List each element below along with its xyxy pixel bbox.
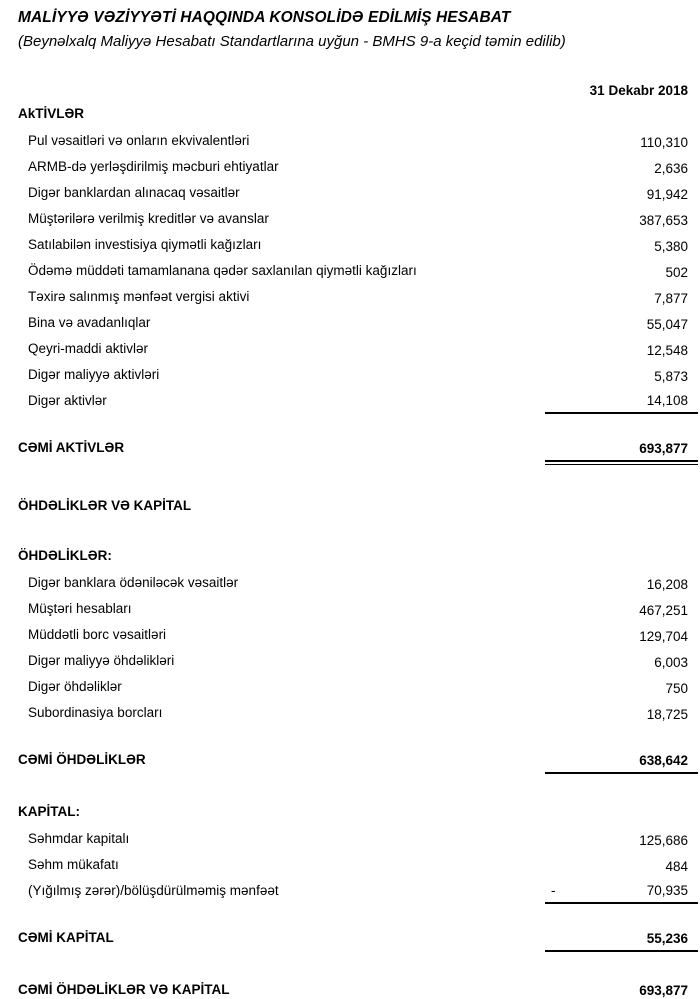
statement-row	[0, 128, 700, 154]
statement-row	[0, 336, 700, 362]
row-label: Digər maliyyə aktivləri	[28, 367, 160, 382]
amount-sign: -	[551, 883, 556, 898]
amount-cell	[545, 930, 698, 952]
row-label: Digər maliyyə öhdəlikləri	[28, 653, 175, 668]
amount-cell	[545, 160, 698, 180]
amount-cell	[545, 238, 698, 258]
amount-value: 502	[665, 265, 688, 280]
amount-value: 638,642	[639, 753, 688, 768]
row-label: Subordinasiya borcları	[28, 705, 163, 720]
statement-row	[0, 154, 700, 180]
row-label: Qeyri-maddi aktivlər	[28, 341, 149, 356]
amount-cell	[545, 440, 698, 462]
total-label: CƏMİ KAPİTAL	[18, 930, 114, 945]
section	[0, 546, 700, 774]
section-heading: ÖHDƏLİKLƏR VƏ KAPİTAL	[18, 498, 192, 513]
total-row	[0, 434, 700, 462]
amount-value: 467,251	[639, 603, 688, 618]
statement-row	[0, 826, 700, 852]
amount-cell	[545, 342, 698, 362]
amount-cell	[545, 186, 698, 206]
row-label: Təxirə salınmış mənfəət vergisi aktivi	[28, 289, 250, 304]
row-label: ARMB-də yerləşdirilmiş məcburi ehtiyatlar	[28, 159, 279, 174]
statement-row	[0, 622, 700, 648]
total-label: CƏMİ AKTİVLƏR	[18, 440, 125, 455]
amount-value: 5,873	[654, 369, 688, 384]
amount-value: 110,310	[640, 135, 688, 150]
statement-row	[0, 852, 700, 878]
statement-row	[0, 388, 700, 414]
statement-row	[0, 284, 700, 310]
statement-row	[0, 596, 700, 622]
document-subtitle: (Beynəlxalq Maliyyə Hesabatı Standartlarına uyğun - BMHS 9-a keçid təmin edilib)	[18, 33, 566, 50]
amount-cell	[545, 882, 698, 904]
amount-value: 125,686	[639, 833, 688, 848]
row-label: Müştəri hesabları	[28, 601, 132, 616]
section	[0, 802, 700, 952]
amount-value: 55,047	[646, 317, 688, 332]
row-label: Digər öhdəliklər	[28, 679, 122, 694]
statement-row	[0, 570, 700, 596]
amount-value: 6,003	[654, 655, 688, 670]
amount-value: 16,208	[646, 577, 688, 592]
row-label: Müddətli borc vəsaitləri	[28, 627, 167, 642]
row-label: Bina və avadanlıqlar	[28, 315, 151, 330]
row-label: Digər banklara ödəniləcək vəsaitlər	[28, 575, 239, 590]
section	[0, 976, 700, 999]
statement-row	[0, 648, 700, 674]
amount-value: 7,877	[654, 291, 688, 306]
amount-cell	[545, 752, 698, 774]
statement-row	[0, 674, 700, 700]
amount-value: 2,636	[654, 161, 688, 176]
amount-value: 484	[665, 859, 688, 874]
row-label: Səhmdar kapitalı	[28, 831, 130, 846]
section	[0, 104, 700, 462]
document-title: MALİYYƏ VƏZİYYƏTİ HAQQINDA KONSOLİDƏ EDİLMİŞ HESABAT	[18, 9, 511, 26]
amount-value: 91,942	[646, 187, 688, 202]
amount-value: 12,548	[646, 343, 688, 358]
section-heading: KAPİTAL:	[18, 804, 80, 819]
row-label: Ödəmə müddəti tamamlanana qədər saxlanılan qiymətli kağızları	[28, 263, 417, 278]
amount-cell	[545, 576, 698, 596]
amount-value: 14,108	[646, 393, 688, 408]
amount-cell	[545, 290, 698, 310]
amount-cell	[545, 858, 698, 878]
row-label: (Yığılmış zərər)/bölüşdürülməmiş mənfəət	[28, 883, 279, 898]
amount-cell	[545, 706, 698, 726]
row-label: Səhm mükafatı	[28, 857, 119, 872]
amount-cell	[545, 212, 698, 232]
amount-cell	[545, 654, 698, 674]
statement-row	[0, 206, 700, 232]
amount-value: 387,653	[639, 213, 688, 228]
row-label: Satılabilən investisiya qiymətli kağızları	[28, 237, 262, 252]
amount-cell	[545, 982, 698, 999]
amount-cell	[545, 368, 698, 388]
amount-value: 129,704	[639, 629, 688, 644]
amount-value: 55,236	[646, 931, 688, 946]
statement-row	[0, 700, 700, 726]
total-label: CƏMİ ÖHDƏLİKLƏR VƏ KAPİTAL	[18, 982, 230, 997]
section-heading: ÖHDƏLİKLƏR:	[18, 548, 112, 563]
total-row	[0, 924, 700, 952]
amount-cell	[545, 832, 698, 852]
total-row	[0, 976, 700, 999]
amount-value: 5,380	[654, 239, 688, 254]
amount-cell	[545, 680, 698, 700]
column-header-date: 31 Dekabr 2018	[589, 83, 688, 98]
amount-cell	[545, 628, 698, 648]
amount-value: 750	[665, 681, 688, 696]
total-row	[0, 746, 700, 774]
amount-cell	[545, 392, 698, 414]
section-heading: AkTİVLƏR	[18, 106, 85, 121]
statement-row	[0, 310, 700, 336]
amount-value: 18,725	[646, 707, 688, 722]
amount-cell	[545, 602, 698, 622]
row-label: Müştərilərə verilmiş kreditlər və avanslar	[28, 211, 269, 226]
section	[0, 496, 700, 516]
statement-row	[0, 232, 700, 258]
amount-cell	[545, 316, 698, 336]
amount-value: 70,935	[646, 883, 688, 898]
statement-row	[0, 180, 700, 206]
amount-cell	[545, 264, 698, 284]
statement-row	[0, 258, 700, 284]
statement-body	[0, 104, 700, 999]
row-label: Digər aktivlər	[28, 393, 107, 408]
row-label: Digər banklardan alınacaq vəsaitlər	[28, 185, 240, 200]
amount-value: 693,877	[639, 441, 688, 456]
row-label: Pul vəsaitləri və onların ekvivalentləri	[28, 133, 250, 148]
amount-value: 693,877	[639, 983, 688, 998]
statement-row	[0, 362, 700, 388]
statement-row	[0, 878, 700, 904]
total-label: CƏMİ ÖHDƏLİKLƏR	[18, 752, 146, 767]
amount-cell	[545, 134, 698, 154]
